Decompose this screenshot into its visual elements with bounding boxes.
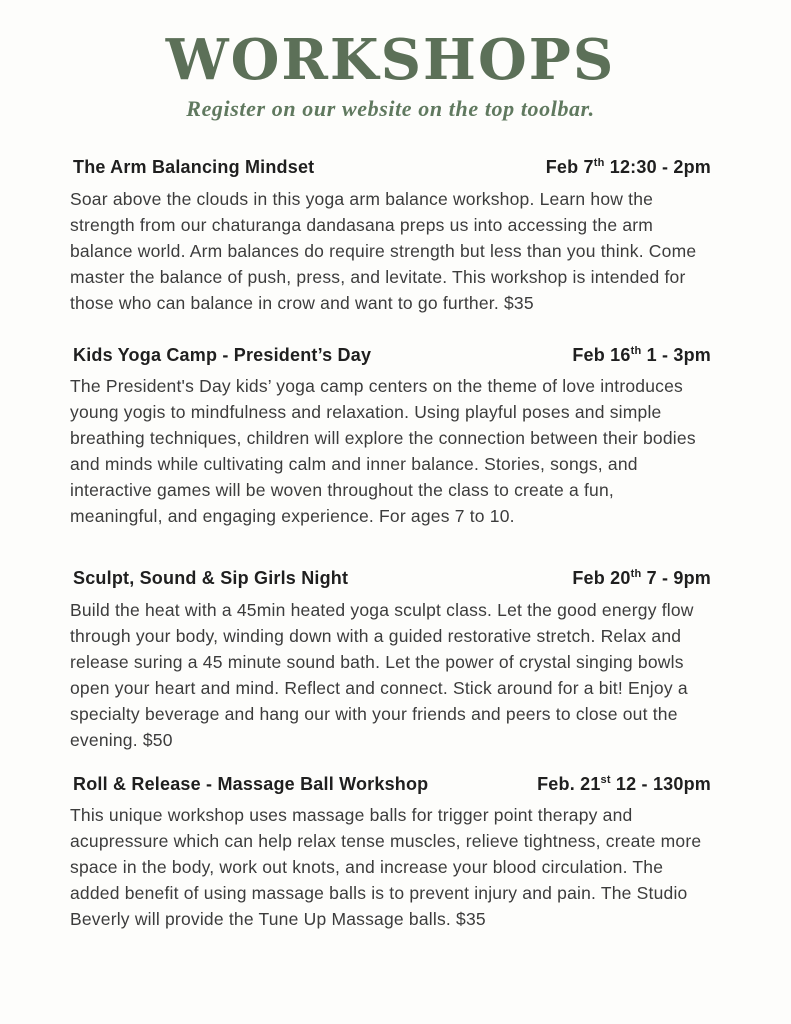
workshop-section <box>70 156 711 316</box>
workshop-header-row <box>70 344 711 367</box>
workshop-section <box>70 344 711 530</box>
workshop-date <box>537 773 711 796</box>
flyer-header <box>70 28 711 122</box>
workshop-header-row <box>70 567 711 590</box>
date-text: Feb. 21 <box>537 773 601 794</box>
workshop-date <box>546 156 711 179</box>
workshop-section <box>70 567 711 753</box>
workshop-title: Roll & Release - Massage Ball Workshop <box>73 773 429 794</box>
date-ordinal-suffix: th <box>593 157 605 170</box>
date-ordinal-suffix: th <box>630 568 642 581</box>
workshop-date <box>572 344 711 367</box>
workshop-title: The Arm Balancing Mindset <box>73 157 315 178</box>
date-text: Feb 16 <box>572 344 631 365</box>
date-time-range: 1 - 3pm <box>641 344 711 365</box>
date-text: Feb 20 <box>572 568 631 589</box>
workshop-title: Kids Yoga Camp - President’s Day <box>73 344 372 365</box>
page-title: WORKSHOPS <box>165 27 616 93</box>
workshop-date <box>572 567 711 590</box>
date-time-range: 12 - 130pm <box>610 773 711 794</box>
workshop-description: The President's Day kids’ yoga camp centers on the theme of love introduces young yogis to mindfulness and relaxation. Using playful poses and simple breathing techniques, children will explore the connection between their bodies and minds while cultivating calm and inner balance. Stories, songs, and interactive games will be woven throughout the class to create a fun, meaningful, and engaging experience. For ages 7 to 10. <box>70 376 696 527</box>
date-time-range: 7 - 9pm <box>641 568 711 589</box>
date-ordinal-suffix: th <box>630 344 642 357</box>
date-text: Feb 7 <box>545 157 594 178</box>
date-time-range: 12:30 - 2pm <box>604 157 711 178</box>
workshop-description: Soar above the clouds in this yoga arm balance workshop. Learn how the strength from our chaturanga dandasana preps us into accessing the arm balance world. Arm balances do require strength but less than you think. Come master the balance of push, press, and levitate. This workshop is intended for those who can balance in crow and want to go further. $35 <box>70 188 697 313</box>
workshop-section <box>70 773 711 933</box>
workshop-header-row <box>70 773 711 796</box>
workshop-header-row <box>70 156 711 179</box>
workshop-description: This unique workshop uses massage balls for trigger point therapy and acupressure which can help relax tense muscles, relieve tightness, create more space in the body, work out knots, and increase your blood circulation. The added benefit of using massage balls is to prevent injury and pain. The Studio Beverly will provide the Tune Up Massage balls. $35 <box>70 805 702 930</box>
workshop-description: Build the heat with a 45min heated yoga sculpt class. Let the good energy flow through your body, winding down with a guided restorative stretch. Relax and release suring a 45 minute sound bath. Let the power of crystal singing bowls open your heart and mind. Reflect and connect. Stick around for a bit! Enjoy a specialty beverage and hang our with your friends and peers to close out the evening. $50 <box>70 599 694 750</box>
date-ordinal-suffix: st <box>600 773 611 786</box>
page-subtitle: Register on our website on the top toolbar. <box>186 96 595 122</box>
workshop-title: Sculpt, Sound & Sip Girls Night <box>73 568 349 589</box>
